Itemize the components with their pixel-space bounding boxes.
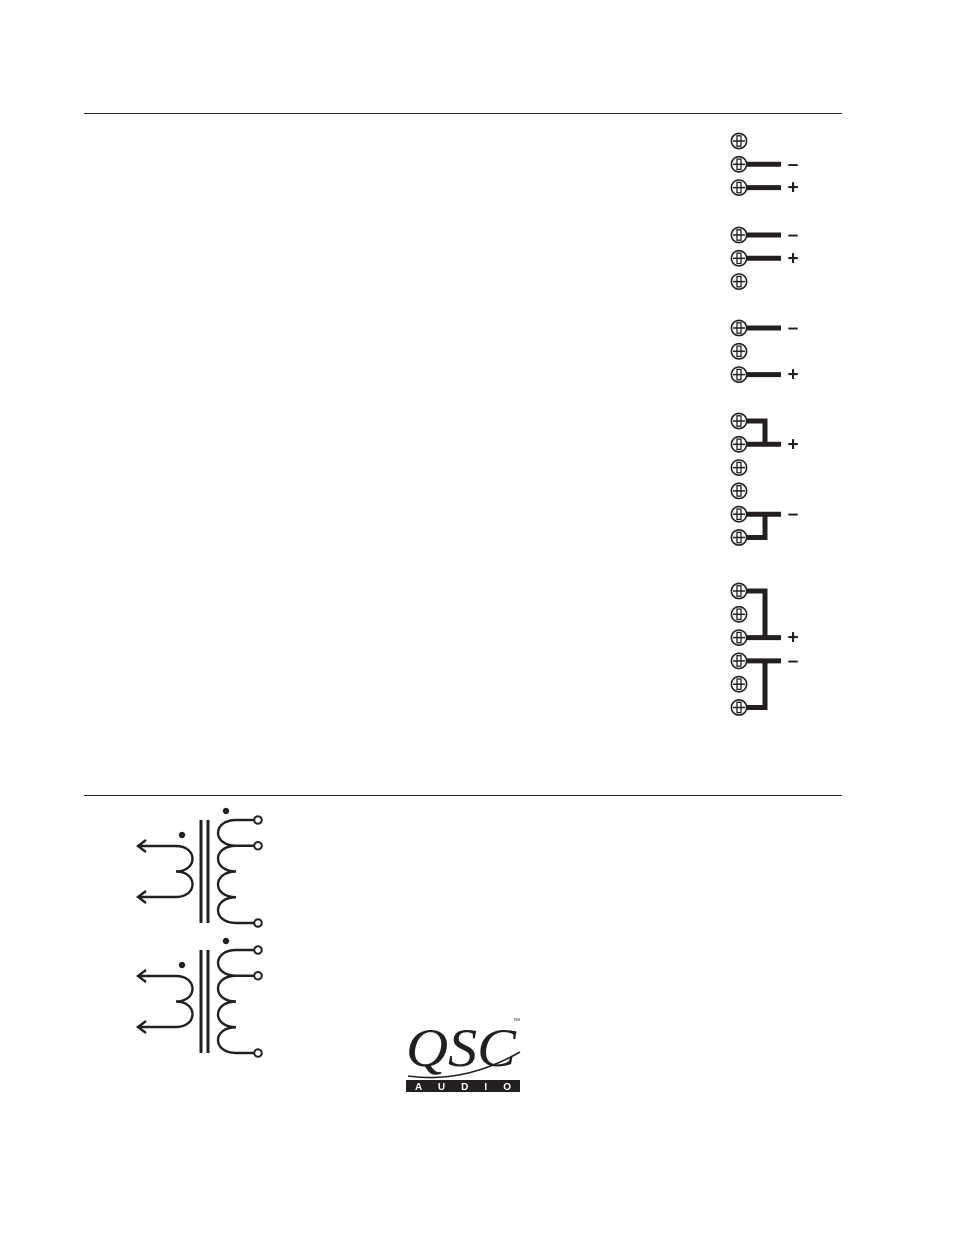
polarity-minus-label: – [787, 504, 799, 526]
logo-subtitle: A U D I O [415, 1082, 511, 1093]
polarity-plus-label: + [787, 177, 799, 199]
polarity-plus-label: + [787, 434, 799, 456]
polarity-minus-label: – [787, 225, 799, 246]
logo-wordmark: QSC [406, 1018, 518, 1078]
polarity-minus-label: – [787, 318, 799, 339]
transformer-symbol-icon [138, 938, 262, 1057]
polarity-minus-label: – [787, 154, 799, 176]
qsc-audio-logo [404, 1014, 522, 1094]
qsc-logo-graphic [404, 1014, 522, 1094]
transformer-symbol-icon [138, 808, 262, 927]
polarity-plus-label: + [787, 364, 799, 386]
polarity-plus-label: + [787, 248, 799, 270]
polarity-plus-label: + [787, 627, 799, 649]
polarity-minus-label: – [787, 650, 799, 672]
logo-trademark: ™ [513, 1018, 520, 1025]
